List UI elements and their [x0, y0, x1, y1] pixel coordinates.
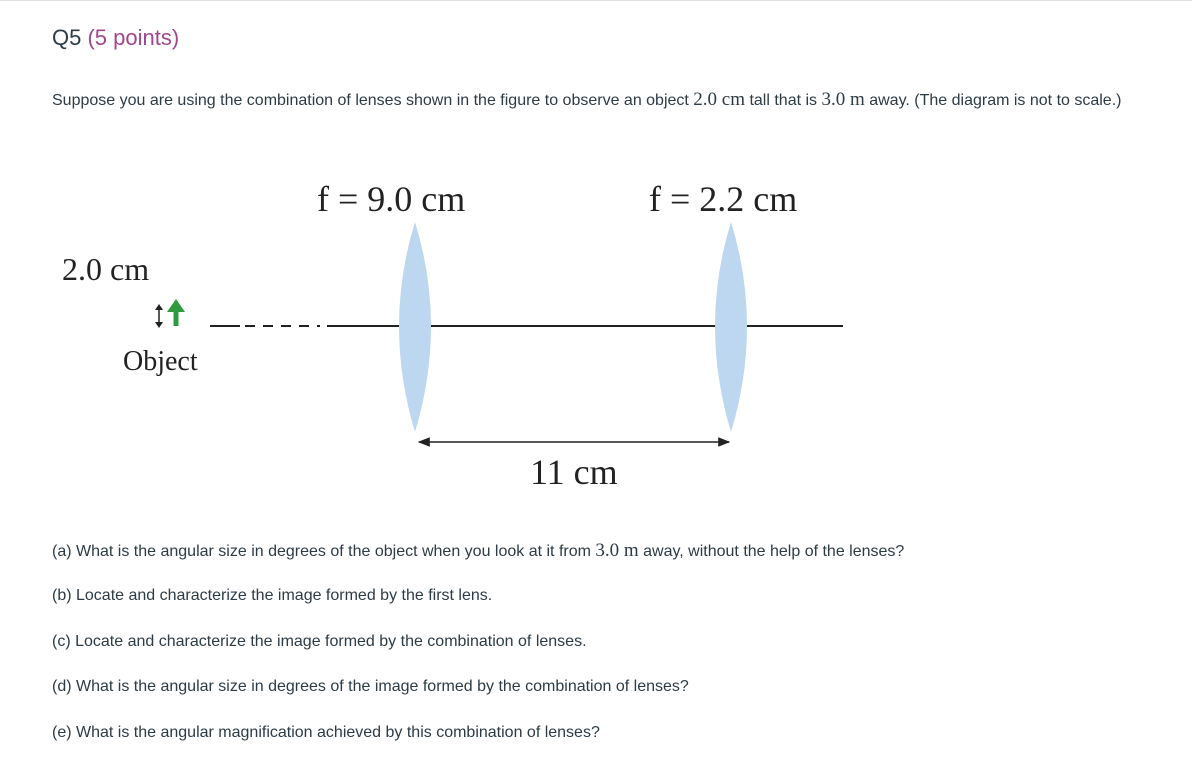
- object-height-label: 2.0 cm: [62, 251, 150, 287]
- part-e: (e) What is the angular magnification achieved by this combination of lenses?: [52, 724, 600, 741]
- part-b: (b) Locate and characterize the image formed by the first lens.: [52, 587, 493, 604]
- prompt-text-1: Suppose you are using the combination of lenses shown in the figure to observe an object: [52, 92, 694, 109]
- object-arrow-icon: [167, 299, 185, 326]
- separation-label: 11 cm: [530, 452, 618, 492]
- lens-diagram: [55, 178, 855, 498]
- lens-2: [715, 222, 747, 432]
- prompt-text-2: tall that is: [745, 92, 822, 109]
- question-header: [52, 24, 179, 52]
- top-divider: [0, 0, 1192, 1]
- lens-1-focal-label: f = 9.0 cm: [317, 179, 466, 219]
- lens-diagram-svg: [55, 178, 855, 498]
- question-prompt: [52, 86, 1177, 114]
- part-a-text-1: (a) What is the angular size in degrees of the object when you look at it from: [52, 543, 596, 560]
- lens-1: [399, 222, 431, 432]
- part-d: (d) What is the angular size in degrees of the image formed by the combination of lenses?: [52, 678, 689, 695]
- prompt-math-distance: 3.0 m: [821, 89, 865, 110]
- prompt-text-3: away. (The diagram is not to scale.): [864, 92, 1122, 109]
- part-c: (c) Locate and characterize the image formed by the combination of lenses.: [52, 633, 587, 650]
- part-a-math: 3.0 m: [595, 540, 639, 561]
- part-a-text-2: away, without the help of the lenses?: [638, 543, 905, 560]
- object-label: Object: [123, 346, 198, 377]
- question-number: Q5: [52, 25, 82, 50]
- prompt-math-height: 2.0 cm: [693, 89, 746, 110]
- lens-2-focal-label: f = 2.2 cm: [649, 179, 798, 219]
- dimension-arrow-icon: [155, 304, 163, 328]
- question-points: (5 points): [87, 25, 180, 50]
- part-a: [52, 540, 904, 563]
